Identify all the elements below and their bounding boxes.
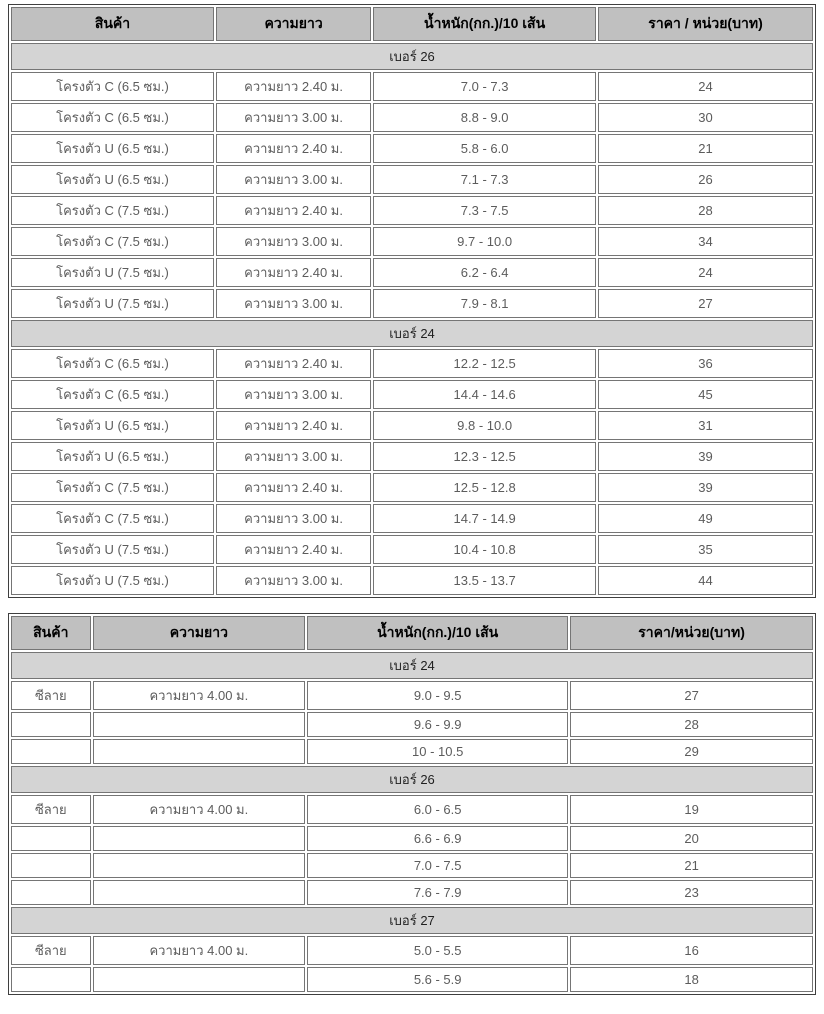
weight-cell: 5.6 - 5.9 xyxy=(307,967,568,992)
product-cell xyxy=(11,826,91,851)
table-row xyxy=(11,289,813,318)
weight-cell: 9.7 - 10.0 xyxy=(373,227,596,256)
price-cell: 49 xyxy=(598,504,813,533)
table-row xyxy=(11,566,813,595)
length-cell: ความยาว 2.40 ม. xyxy=(216,535,371,564)
table-row xyxy=(11,739,813,764)
price-cell: 27 xyxy=(570,681,813,710)
table-row xyxy=(11,967,813,992)
table-row xyxy=(11,258,813,287)
length-cell xyxy=(93,826,306,851)
weight-cell: 13.5 - 13.7 xyxy=(373,566,596,595)
column-header-product: สินค้า xyxy=(11,7,214,41)
product-cell: โครงตัว C (6.5 ซม.) xyxy=(11,103,214,132)
price-cell: 20 xyxy=(570,826,813,851)
product-cell: โครงตัว U (6.5 ซม.) xyxy=(11,134,214,163)
column-header-product: สินค้า xyxy=(11,616,91,650)
table-row xyxy=(11,196,813,225)
table-row xyxy=(11,853,813,878)
section-title: เบอร์ 24 xyxy=(11,320,813,347)
c-line-price-table xyxy=(8,613,816,995)
price-cell: 27 xyxy=(598,289,813,318)
column-header-price: ราคา / หน่วย(บาท) xyxy=(598,7,813,41)
product-cell xyxy=(11,853,91,878)
weight-cell: 12.3 - 12.5 xyxy=(373,442,596,471)
length-cell: ความยาว 3.00 ม. xyxy=(216,103,371,132)
weight-cell: 6.6 - 6.9 xyxy=(307,826,568,851)
price-cell: 29 xyxy=(570,739,813,764)
price-cell: 31 xyxy=(598,411,813,440)
weight-cell: 5.0 - 5.5 xyxy=(307,936,568,965)
price-cell: 39 xyxy=(598,442,813,471)
length-cell xyxy=(93,880,306,905)
section-row xyxy=(11,320,813,347)
frame-price-table xyxy=(8,4,816,598)
price-cell: 16 xyxy=(570,936,813,965)
header-row xyxy=(11,616,813,650)
length-cell: ความยาว 3.00 ม. xyxy=(216,165,371,194)
price-cell: 28 xyxy=(598,196,813,225)
price-cell: 21 xyxy=(598,134,813,163)
product-cell: ซีลาย xyxy=(11,795,91,824)
length-cell: ความยาว 2.40 ม. xyxy=(216,196,371,225)
column-header-length: ความยาว xyxy=(216,7,371,41)
column-header-length: ความยาว xyxy=(93,616,306,650)
product-cell: โครงตัว C (7.5 ซม.) xyxy=(11,227,214,256)
table-row xyxy=(11,165,813,194)
weight-cell: 12.2 - 12.5 xyxy=(373,349,596,378)
weight-cell: 9.0 - 9.5 xyxy=(307,681,568,710)
weight-cell: 7.6 - 7.9 xyxy=(307,880,568,905)
table-row xyxy=(11,349,813,378)
length-cell xyxy=(93,967,306,992)
weight-cell: 7.1 - 7.3 xyxy=(373,165,596,194)
weight-cell: 10 - 10.5 xyxy=(307,739,568,764)
price-cell: 28 xyxy=(570,712,813,737)
table-row xyxy=(11,134,813,163)
price-cell: 26 xyxy=(598,165,813,194)
product-cell: โครงตัว C (6.5 ซม.) xyxy=(11,380,214,409)
section-title: เบอร์ 24 xyxy=(11,652,813,679)
table-row xyxy=(11,473,813,502)
length-cell: ความยาว 3.00 ม. xyxy=(216,289,371,318)
table-row xyxy=(11,227,813,256)
length-cell: ความยาว 2.40 ม. xyxy=(216,134,371,163)
table-row xyxy=(11,380,813,409)
section-title: เบอร์ 26 xyxy=(11,766,813,793)
length-cell: ความยาว 2.40 ม. xyxy=(216,411,371,440)
price-cell: 24 xyxy=(598,72,813,101)
section-row xyxy=(11,652,813,679)
table-row xyxy=(11,103,813,132)
section-row xyxy=(11,43,813,70)
price-cell: 30 xyxy=(598,103,813,132)
table-row xyxy=(11,826,813,851)
weight-cell: 12.5 - 12.8 xyxy=(373,473,596,502)
table-row xyxy=(11,681,813,710)
length-cell: ความยาว 2.40 ม. xyxy=(216,473,371,502)
product-cell: โครงตัว C (6.5 ซม.) xyxy=(11,72,214,101)
price-cell: 39 xyxy=(598,473,813,502)
product-cell xyxy=(11,880,91,905)
header-row xyxy=(11,7,813,41)
length-cell xyxy=(93,853,306,878)
column-header-weight: น้ำหนัก(กก.)/10 เส้น xyxy=(307,616,568,650)
weight-cell: 9.8 - 10.0 xyxy=(373,411,596,440)
length-cell xyxy=(93,712,306,737)
weight-cell: 9.6 - 9.9 xyxy=(307,712,568,737)
price-cell: 36 xyxy=(598,349,813,378)
price-cell: 24 xyxy=(598,258,813,287)
weight-cell: 7.0 - 7.3 xyxy=(373,72,596,101)
length-cell: ความยาว 2.40 ม. xyxy=(216,258,371,287)
weight-cell: 5.8 - 6.0 xyxy=(373,134,596,163)
weight-cell: 14.4 - 14.6 xyxy=(373,380,596,409)
table-row xyxy=(11,504,813,533)
product-cell xyxy=(11,739,91,764)
length-cell: ความยาว 4.00 ม. xyxy=(93,936,306,965)
table-row xyxy=(11,795,813,824)
product-cell: ซีลาย xyxy=(11,681,91,710)
product-cell xyxy=(11,967,91,992)
price-cell: 34 xyxy=(598,227,813,256)
product-cell: โครงตัว C (6.5 ซม.) xyxy=(11,349,214,378)
table-row xyxy=(11,442,813,471)
length-cell: ความยาว 3.00 ม. xyxy=(216,442,371,471)
length-cell: ความยาว 3.00 ม. xyxy=(216,566,371,595)
length-cell: ความยาว 3.00 ม. xyxy=(216,227,371,256)
section-title: เบอร์ 26 xyxy=(11,43,813,70)
weight-cell: 7.3 - 7.5 xyxy=(373,196,596,225)
table-row xyxy=(11,712,813,737)
table-row xyxy=(11,411,813,440)
weight-cell: 8.8 - 9.0 xyxy=(373,103,596,132)
product-cell: โครงตัว U (6.5 ซม.) xyxy=(11,442,214,471)
price-cell: 18 xyxy=(570,967,813,992)
product-cell: โครงตัว U (6.5 ซม.) xyxy=(11,165,214,194)
product-cell: โครงตัว U (6.5 ซม.) xyxy=(11,411,214,440)
price-cell: 45 xyxy=(598,380,813,409)
length-cell xyxy=(93,739,306,764)
weight-cell: 7.0 - 7.5 xyxy=(307,853,568,878)
weight-cell: 7.9 - 8.1 xyxy=(373,289,596,318)
length-cell: ความยาว 2.40 ม. xyxy=(216,72,371,101)
product-cell: โครงตัว C (7.5 ซม.) xyxy=(11,473,214,502)
price-cell: 23 xyxy=(570,880,813,905)
section-row xyxy=(11,907,813,934)
length-cell: ความยาว 3.00 ม. xyxy=(216,380,371,409)
weight-cell: 6.0 - 6.5 xyxy=(307,795,568,824)
product-cell: โครงตัว U (7.5 ซม.) xyxy=(11,258,214,287)
table-row xyxy=(11,535,813,564)
product-cell: โครงตัว U (7.5 ซม.) xyxy=(11,566,214,595)
product-cell: โครงตัว C (7.5 ซม.) xyxy=(11,504,214,533)
table-row xyxy=(11,880,813,905)
product-cell: โครงตัว U (7.5 ซม.) xyxy=(11,289,214,318)
section-title: เบอร์ 27 xyxy=(11,907,813,934)
weight-cell: 6.2 - 6.4 xyxy=(373,258,596,287)
weight-cell: 14.7 - 14.9 xyxy=(373,504,596,533)
product-cell xyxy=(11,712,91,737)
column-header-price: ราคา/หน่วย(บาท) xyxy=(570,616,813,650)
table-row xyxy=(11,72,813,101)
length-cell: ความยาว 2.40 ม. xyxy=(216,349,371,378)
length-cell: ความยาว 4.00 ม. xyxy=(93,795,306,824)
price-cell: 21 xyxy=(570,853,813,878)
price-cell: 35 xyxy=(598,535,813,564)
price-cell: 19 xyxy=(570,795,813,824)
weight-cell: 10.4 - 10.8 xyxy=(373,535,596,564)
product-cell: โครงตัว U (7.5 ซม.) xyxy=(11,535,214,564)
table-row xyxy=(11,936,813,965)
product-cell: ซีลาย xyxy=(11,936,91,965)
length-cell: ความยาว 3.00 ม. xyxy=(216,504,371,533)
price-cell: 44 xyxy=(598,566,813,595)
section-row xyxy=(11,766,813,793)
column-header-weight: น้ำหนัก(กก.)/10 เส้น xyxy=(373,7,596,41)
product-cell: โครงตัว C (7.5 ซม.) xyxy=(11,196,214,225)
length-cell: ความยาว 4.00 ม. xyxy=(93,681,306,710)
